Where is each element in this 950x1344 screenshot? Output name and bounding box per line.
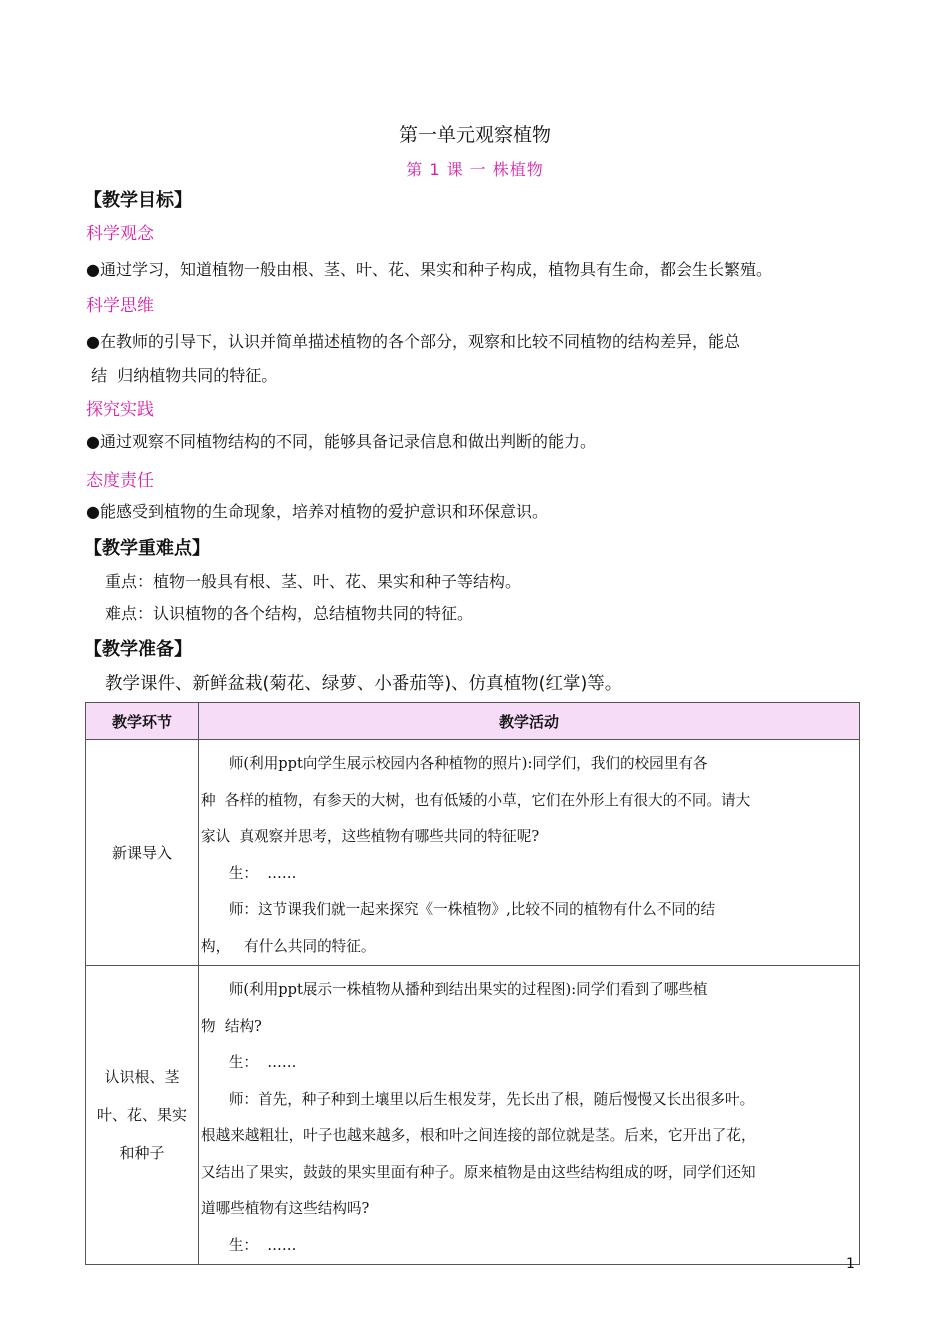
prep-heading: 【教学准备】	[84, 639, 192, 660]
activity-line: 种 各样的植物，有参天的大树，也有低矮的小草，它们在外形上有很大的不同。请大	[201, 791, 751, 809]
keypoint-text: 重点：植物一般具有根、茎、叶、花、果实和种子等结构。	[105, 572, 522, 591]
activity-line: 构， 有什么共同的特征。	[201, 937, 376, 955]
activity-line: 道哪些植物有这些结构吗?	[201, 1200, 370, 1217]
prep-text: 教学课件、新鲜盆栽(菊花、绿萝、小番茄等)、仿真植物(红掌)等。	[105, 674, 623, 694]
goals-heading: 【教学目标】	[84, 190, 192, 211]
header-activity: 教学活动	[199, 703, 860, 740]
segment-line: 认识根、茎	[104, 1068, 180, 1086]
goal-heading-attitude: 态度责任	[86, 471, 154, 491]
page-number: 1	[846, 1256, 855, 1272]
activity-line: 家认 真观察并思考，这些植物有哪些共同的特征呢?	[201, 828, 540, 845]
activity-line: 师：首先，种子种到土壤里以后生根发芽，先长出了根，随后慢慢又长出很多叶。	[201, 1090, 755, 1108]
activity-line: 又结出了果实，鼓鼓的果实里面有种子。原来植物是由这些结构组成的呀，同学们还知	[201, 1163, 756, 1181]
goal-text-concept: ●通过学习，知道植物一般由根、茎、叶、花、果实和种子构成，植物具有生命，都会生长繁殖。	[86, 260, 772, 279]
activity-line: 师：这节课我们就一起来探究《一株植物》,比较不同的植物有什么不同的结	[201, 901, 716, 918]
goal-text-attitude: ●能感受到植物的生命现象，培养对植物的爱护意识和环保意识。	[86, 502, 548, 521]
segment-line: 和种子	[119, 1144, 165, 1162]
activity-line: 生： ……	[201, 1054, 297, 1071]
segment-cell	[86, 966, 199, 1265]
activity-line: 生： ……	[201, 1236, 297, 1254]
table-header-row	[86, 703, 860, 740]
segment-line: 叶、花、果实	[96, 1106, 187, 1124]
header-segment: 教学环节	[86, 703, 199, 740]
activity-line: 根越来越粗壮，叶子也越来越多，根和叶之间连接的部位就是茎。后来，它开出了花，	[201, 1127, 756, 1144]
difficulty-text: 难点：认识植物的各个结构，总结植物共同的特征。	[105, 604, 474, 623]
goal-text-thinking-line2: 结 归纳植物共同的特征。	[86, 366, 278, 385]
goal-text-practice: ●通过观察不同植物结构的不同，能够具备记录信息和做出判断的能力。	[86, 432, 596, 451]
goal-heading-concept: 科学观念	[86, 224, 154, 244]
goal-heading-practice: 探究实践	[86, 400, 154, 420]
lesson-plan-table	[85, 702, 860, 1265]
keypoints-heading: 【教学重难点】	[84, 538, 210, 559]
lesson-subtitle: 第 1 课 一 株植物	[406, 160, 544, 179]
activity-line: 师(利用ppt展示一株植物从播种到结出果实的过程图):同学们看到了哪些植	[201, 981, 708, 998]
segment-cell: 新课导入	[86, 740, 199, 966]
activity-cell	[199, 740, 860, 966]
activity-line: 物 结构?	[201, 1017, 262, 1035]
goal-text-thinking-line1: ●在教师的引导下，认识并简单描述植物的各个部分，观察和比较不同植物的结构差异，能总	[86, 332, 740, 351]
activity-line: 师(利用ppt向学生展示校园内各种植物的照片):同学们，我们的校园里有各	[201, 755, 708, 772]
goal-heading-thinking: 科学思维	[86, 296, 154, 316]
activity-cell	[199, 966, 860, 1265]
table-row	[86, 966, 860, 1265]
activity-line: 生： ……	[201, 864, 297, 882]
page-title: 第一单元观察植物	[398, 124, 551, 146]
table-row	[86, 740, 860, 966]
